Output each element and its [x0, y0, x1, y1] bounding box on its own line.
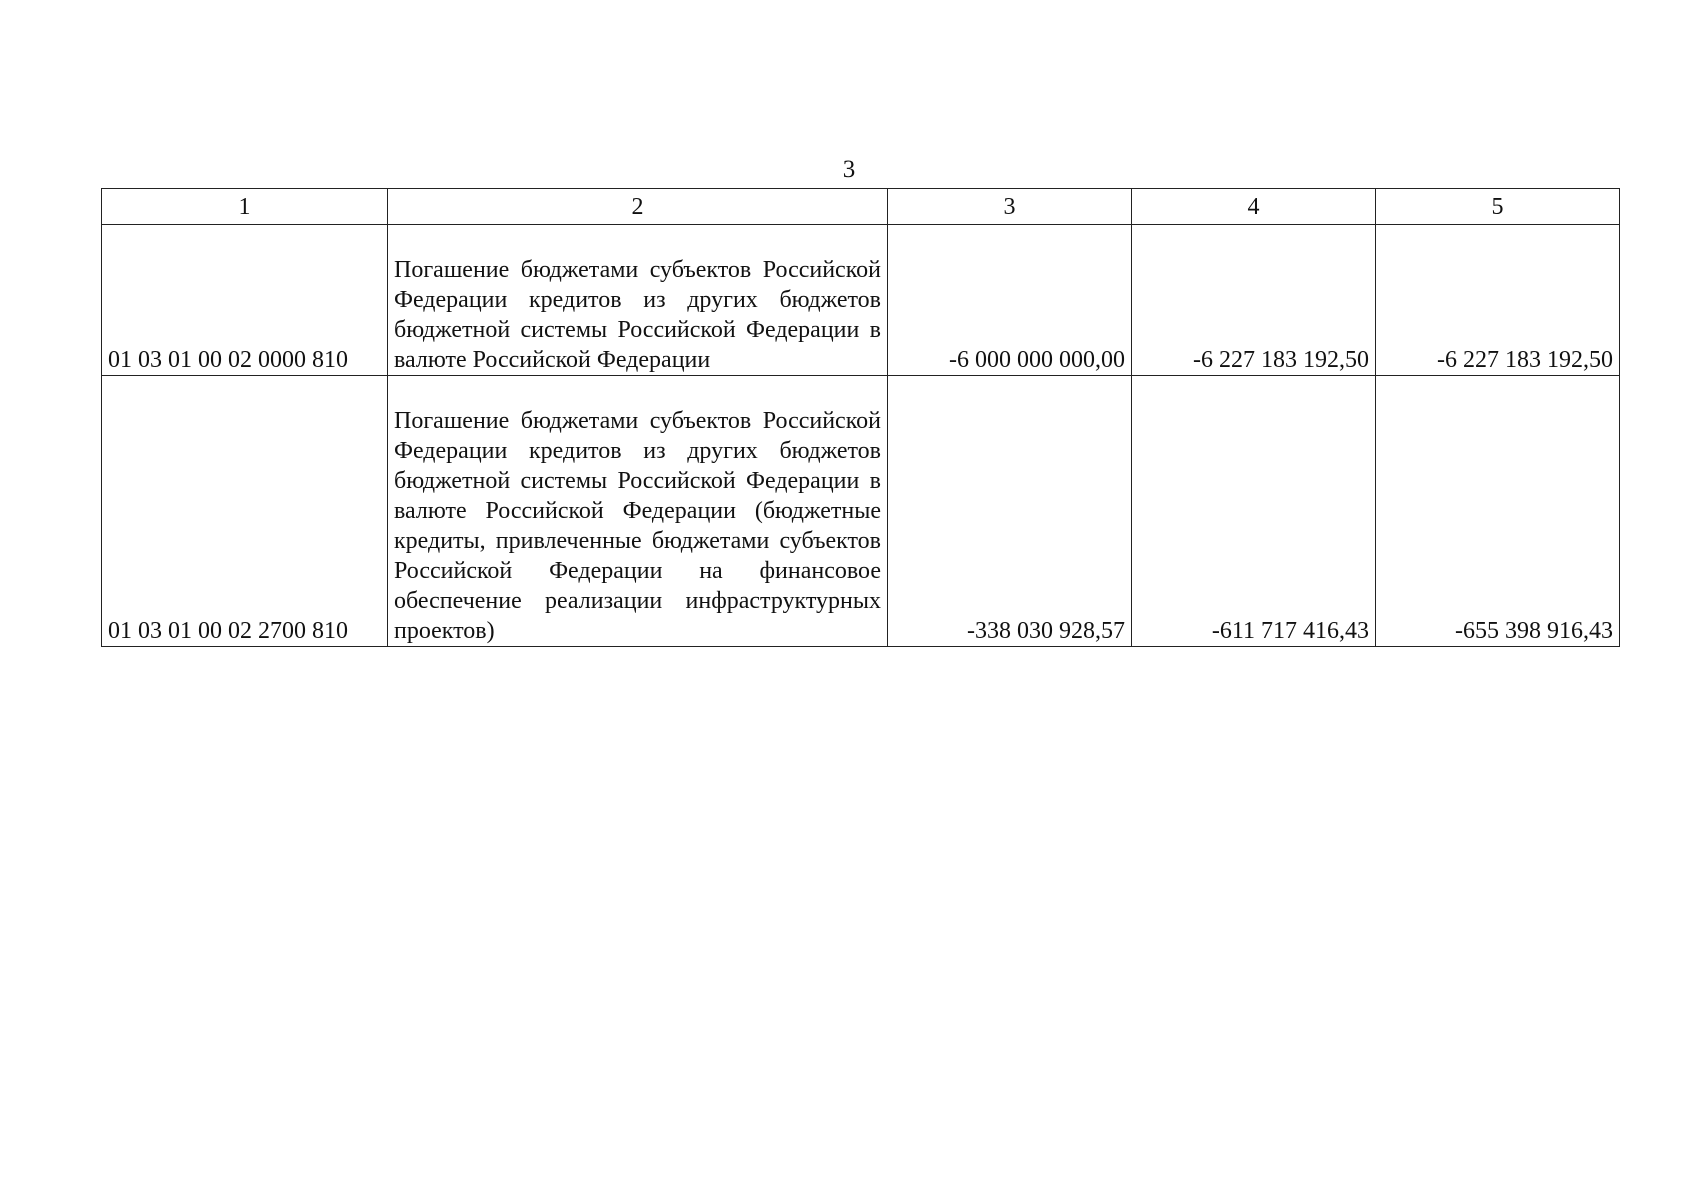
- amount-col-5: -6 227 183 192,50: [1376, 225, 1620, 376]
- page-number: [0, 156, 1698, 184]
- table-row: [102, 376, 1620, 647]
- budget-item-name: Погашение бюджетами субъектов Российской Федерации кредитов из других бюджетов бюджетной системы Российской Федерации в валюте Российской Федерации (бюджетные кредиты, привлеченные бюджетами субъектов Российской Федерации на финансовое обеспечение реализации инфраструктурных проектов): [388, 376, 888, 647]
- header-col-1: 1: [102, 189, 388, 225]
- amount-col-3: -6 000 000 000,00: [888, 225, 1132, 376]
- budget-code: 01 03 01 00 02 0000 810: [102, 225, 388, 376]
- amount-col-5: -655 398 916,43: [1376, 376, 1620, 647]
- header-col-3: 3: [888, 189, 1132, 225]
- header-col-2: 2: [388, 189, 888, 225]
- budget-item-name: Погашение бюджетами субъектов Российской Федерации кредитов из других бюджетов бюджетной системы Российской Федерации в валюте Российской Федерации: [388, 225, 888, 376]
- table-body: [102, 225, 1620, 647]
- amount-col-3: -338 030 928,57: [888, 376, 1132, 647]
- amount-col-4: -6 227 183 192,50: [1132, 225, 1376, 376]
- header-col-5: 5: [1376, 189, 1620, 225]
- header-row: [102, 189, 1620, 225]
- amount-col-4: -611 717 416,43: [1132, 376, 1376, 647]
- table-header: [102, 189, 1620, 225]
- table-row: [102, 225, 1620, 376]
- budget-table: [101, 188, 1620, 647]
- budget-code: 01 03 01 00 02 2700 810: [102, 376, 388, 647]
- header-col-4: 4: [1132, 189, 1376, 225]
- page-number-text: 3: [842, 156, 856, 183]
